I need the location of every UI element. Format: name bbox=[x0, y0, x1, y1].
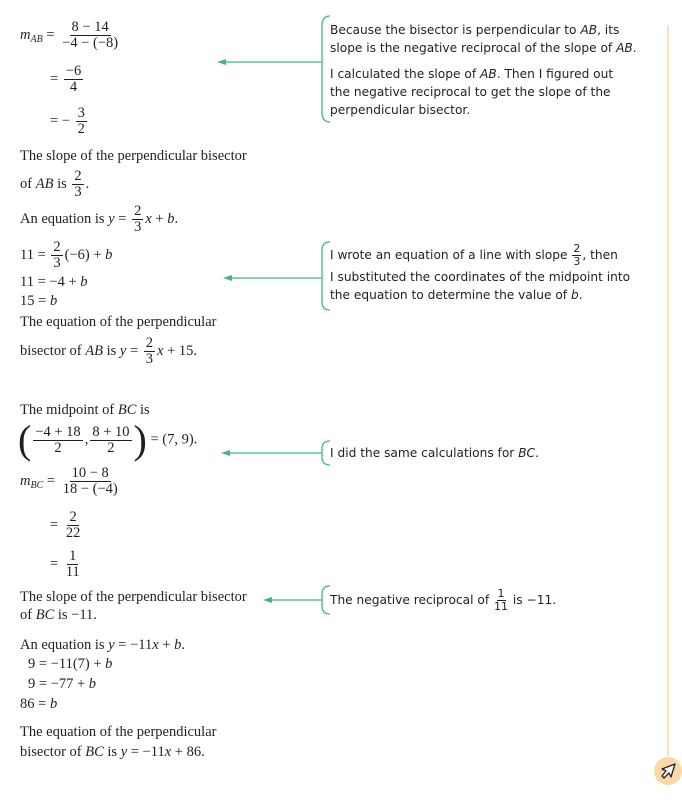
slope-bc-fraction-1 bbox=[61, 466, 120, 497]
midpoint-y-fraction bbox=[90, 425, 131, 456]
fraction-denominator: 3 bbox=[145, 351, 153, 367]
var-b: b bbox=[88, 676, 97, 692]
var-b: b bbox=[105, 656, 113, 672]
fraction-denominator: 3 bbox=[74, 184, 82, 200]
text: . bbox=[578, 288, 583, 302]
right-paren: ) bbox=[133, 417, 147, 462]
text: (−6) + bbox=[64, 246, 106, 263]
text: is −11. bbox=[509, 593, 557, 607]
slope-bc-line1: $m_{BC}$ = $\frac{10 - 8}{18 - (-4)}$ bbox=[20, 465, 118, 497]
note-2 bbox=[330, 243, 630, 304]
segment-ab: AB bbox=[580, 23, 598, 37]
var-b: b bbox=[49, 293, 58, 309]
text: is bbox=[53, 175, 71, 192]
text: + bbox=[151, 210, 168, 227]
substitution-fraction bbox=[51, 240, 62, 271]
slope-ab-fraction-3 bbox=[76, 106, 87, 137]
text: . bbox=[535, 446, 539, 460]
text: is bbox=[136, 402, 150, 418]
text: . bbox=[181, 637, 185, 653]
bracket-2 bbox=[322, 242, 330, 310]
slope-ab-line2: = $\frac{-6}{4}$ bbox=[50, 63, 82, 95]
var-b: b bbox=[49, 696, 58, 712]
slope-symbol: m bbox=[20, 472, 31, 489]
var-x: x bbox=[157, 342, 164, 359]
var-y: y bbox=[108, 210, 115, 227]
fraction-denominator: 2 bbox=[54, 439, 62, 456]
text: I did the same calculations for bbox=[330, 446, 519, 460]
midpoint-bc-formula bbox=[18, 417, 198, 462]
slope-subscript: BC bbox=[30, 479, 44, 491]
substitution-ab-1 bbox=[20, 240, 112, 271]
var-x: x bbox=[152, 637, 159, 653]
text: + 15. bbox=[163, 342, 197, 359]
final-ab-line2 bbox=[20, 336, 216, 367]
text: An equation is bbox=[20, 210, 109, 227]
substitution-bc-1 bbox=[28, 655, 112, 673]
fraction-numerator: 8 − 14 bbox=[71, 19, 109, 35]
slope-ab-fraction-2 bbox=[64, 64, 83, 95]
text: is −11. bbox=[54, 607, 97, 623]
note-2-fraction bbox=[572, 243, 581, 268]
equation-bc-line bbox=[20, 636, 185, 654]
fraction-numerator: −6 bbox=[65, 63, 82, 79]
fraction-denominator: 3 bbox=[53, 255, 61, 271]
var-b: b bbox=[80, 274, 88, 290]
final-fraction bbox=[144, 336, 155, 367]
var-x: x bbox=[145, 210, 152, 227]
fraction-denominator: 11 bbox=[494, 600, 509, 613]
fraction-denominator: 2 bbox=[107, 439, 115, 456]
slope-bc-fraction-2 bbox=[64, 510, 83, 541]
final-equation-ab bbox=[20, 313, 216, 367]
text: , its bbox=[597, 23, 620, 37]
note-3 bbox=[330, 444, 539, 462]
fraction-denominator: 18 − (−4) bbox=[62, 481, 118, 497]
fraction-denominator: 3 bbox=[573, 255, 581, 268]
arrow-3-head bbox=[221, 450, 230, 456]
note-1-para-2 bbox=[330, 65, 637, 119]
perp-slope-bc-line1: The slope of the perpendicular bisector bbox=[20, 589, 247, 605]
var-b: b bbox=[570, 288, 579, 302]
text: = −11 bbox=[114, 637, 153, 653]
segment-ab: AB bbox=[480, 67, 497, 81]
text: . bbox=[85, 175, 90, 192]
slope-bc-fraction-3 bbox=[64, 549, 82, 580]
fraction-numerator: 2 bbox=[53, 239, 61, 255]
text: = −11 bbox=[127, 744, 165, 760]
bracket-4 bbox=[322, 586, 330, 614]
slope-ab-fraction-1 bbox=[60, 20, 120, 51]
text: 11 = bbox=[20, 246, 50, 263]
bracket-3 bbox=[322, 441, 330, 465]
text: I substituted the coordinates of the midpoint into bbox=[330, 270, 631, 284]
segment-bc: BC bbox=[85, 744, 104, 760]
comma: , bbox=[84, 431, 89, 448]
text: of bbox=[20, 607, 36, 623]
text: + 86. bbox=[171, 744, 205, 760]
segment-bc: BC bbox=[35, 607, 55, 623]
var-y: y bbox=[108, 637, 115, 653]
bracket-1 bbox=[322, 16, 330, 122]
fraction-denominator: −4 − (−8) bbox=[62, 35, 119, 51]
note-1 bbox=[330, 21, 637, 119]
text: = bbox=[114, 210, 131, 227]
fraction-numerator: 10 − 8 bbox=[71, 465, 109, 481]
text: perpendicular bisector. bbox=[330, 103, 471, 117]
minus-sign: − bbox=[61, 112, 70, 129]
midpoint-bc-label bbox=[20, 401, 150, 419]
text: the equation to determine the value of bbox=[330, 288, 571, 302]
slope-bc-line3: = $\frac{1}{11}$ bbox=[50, 548, 80, 580]
var-y: y bbox=[119, 342, 127, 359]
slope-ab-line1: $m_{AB}$ = $\frac{8 - 14}{-4 - (-8)}$ bbox=[20, 19, 119, 51]
text: of bbox=[20, 175, 36, 192]
substitution-bc-2 bbox=[28, 675, 96, 693]
cursor-arrow-icon bbox=[654, 757, 682, 785]
text: I calculated the slope of bbox=[330, 67, 480, 81]
text: 9 = −11(7) + bbox=[28, 656, 106, 672]
arrow-4-head bbox=[263, 597, 272, 603]
fraction-denominator: 3 bbox=[134, 219, 142, 235]
substitution-ab-2 bbox=[20, 273, 88, 291]
text: 15 = bbox=[20, 293, 50, 309]
slope-symbol: m bbox=[20, 26, 31, 43]
substitution-bc-3 bbox=[20, 695, 57, 713]
arrow-1-head bbox=[217, 59, 226, 65]
slope-subscript: AB bbox=[30, 33, 43, 45]
segment-bc: BC bbox=[117, 402, 137, 418]
fraction-numerator: 3 bbox=[77, 105, 85, 121]
text: . bbox=[174, 210, 179, 227]
text: + bbox=[158, 637, 175, 653]
text: An equation is bbox=[20, 637, 109, 653]
text: slope is the negative reciprocal of the slope of bbox=[330, 41, 617, 55]
midpoint-x-fraction bbox=[33, 425, 82, 456]
text: is bbox=[103, 744, 121, 760]
cursor-badge[interactable] bbox=[654, 757, 682, 785]
text: Because the bisector is perpendicular to bbox=[330, 23, 581, 37]
text: I wrote an equation of a line with slope bbox=[330, 248, 572, 262]
note-4-fraction bbox=[494, 588, 508, 613]
fraction-numerator: 2 bbox=[145, 335, 153, 351]
var-b: b bbox=[105, 246, 113, 263]
final-ab-line1: The equation of the perpendicular bbox=[20, 314, 217, 330]
perp-slope-bc-text bbox=[20, 588, 247, 624]
note-1-para-1 bbox=[330, 21, 637, 57]
text: , then bbox=[582, 248, 618, 262]
equation-ab-line bbox=[20, 204, 178, 235]
var-b: b bbox=[167, 210, 175, 227]
arrow-2-head bbox=[223, 275, 232, 281]
var-x: x bbox=[164, 744, 172, 760]
final-equation-bc bbox=[20, 723, 216, 761]
final-bc-line1: The equation of the perpendicular bbox=[20, 724, 217, 740]
segment-ab: AB bbox=[35, 175, 54, 192]
perp-slope-ab-line2 bbox=[20, 169, 247, 200]
text: bisector of bbox=[20, 744, 86, 760]
text: . bbox=[632, 41, 637, 55]
left-paren: ( bbox=[18, 417, 32, 462]
final-bc-line2 bbox=[20, 743, 216, 761]
equation-fraction bbox=[132, 204, 143, 235]
perp-slope-ab-text bbox=[20, 147, 247, 200]
text: 86 = bbox=[20, 696, 50, 712]
midpoint-result: = (7, 9). bbox=[146, 431, 198, 448]
text: The midpoint of bbox=[20, 402, 118, 418]
perp-slope-fraction bbox=[72, 169, 83, 200]
fraction-denominator: 22 bbox=[65, 525, 81, 541]
var-b: b bbox=[174, 637, 182, 653]
segment-ab: AB bbox=[616, 41, 633, 55]
text: 11 = −4 + bbox=[20, 274, 81, 290]
text: = bbox=[126, 342, 142, 359]
fraction-denominator: 4 bbox=[69, 79, 78, 95]
note-4 bbox=[330, 588, 556, 613]
text: . Then I figured out bbox=[496, 67, 614, 81]
fraction-denominator: 11 bbox=[65, 564, 80, 580]
fraction-numerator: 2 bbox=[134, 203, 142, 219]
text: The negative reciprocal of bbox=[330, 593, 494, 607]
fraction-numerator: −4 + 18 bbox=[35, 423, 81, 440]
fraction-denominator: 2 bbox=[77, 121, 85, 137]
segment-ab: AB bbox=[85, 342, 103, 359]
slope-ab-line3: = − $\frac{3}{2}$ bbox=[50, 105, 85, 137]
perp-slope-ab-line1: The slope of the perpendicular bisector bbox=[20, 148, 247, 164]
slope-bc-line2: = $\frac{2}{22}$ bbox=[50, 509, 81, 541]
text: is bbox=[102, 342, 120, 359]
fraction-numerator: 2 bbox=[573, 242, 581, 255]
text: bisector of bbox=[20, 342, 86, 359]
perp-slope-bc-line2 bbox=[20, 606, 247, 624]
fraction-numerator: 2 bbox=[69, 509, 77, 525]
segment-bc: BC bbox=[518, 446, 536, 460]
fraction-numerator: 1 bbox=[69, 548, 77, 564]
fraction-numerator: 8 + 10 bbox=[92, 423, 130, 440]
var-y: y bbox=[120, 744, 128, 760]
fraction-numerator: 2 bbox=[74, 168, 82, 184]
fraction-numerator: 1 bbox=[497, 587, 505, 600]
text: the negative reciprocal to get the slope of the bbox=[330, 85, 611, 99]
substitution-ab-3 bbox=[20, 292, 57, 310]
text: 9 = −77 + bbox=[28, 676, 89, 692]
